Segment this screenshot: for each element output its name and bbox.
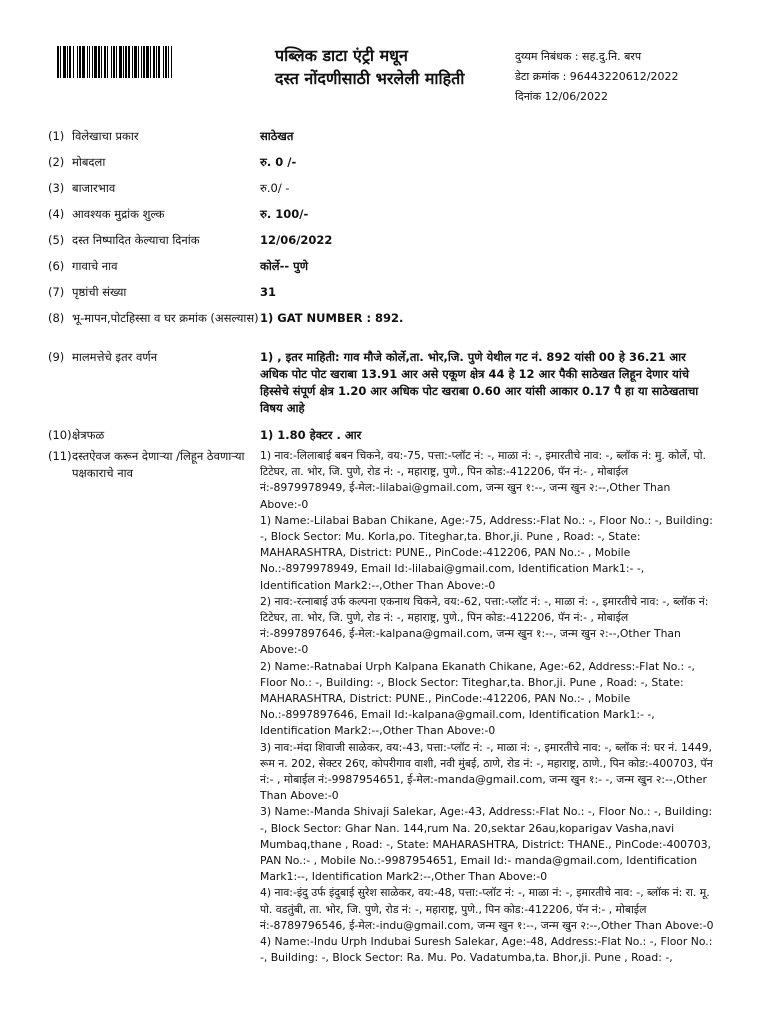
row-value: 1) , इतर माहिती: गाव मौजे कोर्ले,ता. भोर,जि. पुणे येथील गट नं. 892 यांसी 00 हे 36.21 आर अधिक पोट पोट खराबा 13.91 आर असे एकूण क्षेत्र 44 हे 12 आर पैकी साठेखत लिहून देणार यांचे हिस्सेचे संपूर्ण क्षेत्र 1.20 आर अधिक पोट खराबा 0.60 आर यांसी आकार 0.17 पै हा या साठेखताचा विषय आहे	[260, 350, 699, 415]
row-value: 1) 1.80 हेक्टर . आर	[260, 428, 362, 442]
row-value: 31	[260, 285, 277, 299]
header-date: दिनांक 12/06/2022	[515, 90, 608, 103]
row-property-description	[48, 349, 720, 427]
party-entry: 2) Name:-Ratnabai Urph Kalpana Ekanath Chikane, Age:-62, Address:-Flat No.: -, Floor No.: -, Building: -, Block Sector: Titeghar,ta. Bhor,ji. Pune , Road: -, State: MAHARASHTRA, District: PUNE., PinCode:-412206, PAN No.:- , Mobile No.:-8997897646, Email Id:-kalpana@gmail.com, Identification Mark1:- -, Identification Mark2:--,Other Than Above:-0	[260, 659, 695, 738]
row-value: रु.0/ -	[260, 181, 290, 195]
row-label: दस्त निष्पादित केल्याचा दिनांक	[72, 233, 200, 247]
row-number: (6)	[48, 259, 65, 273]
barcode	[57, 46, 232, 78]
party-entry: 1) नाव:-लिलाबाई बबन चिकने, वय:-75, पत्ता:-प्लॉट नं: -, माळा नं: -, इमारतीचे नाव: -, ब्लॉक नं: मु. कोर्ले, पो. टिटेघर, ता. भोर, जि. पुणे, रोड नं: -, महाराष्ट्र, पुणे., पिन कोड:-412206, पॅन नं:- , मोबाईल नं:-8979978949, ई-मेल:-lilabai@gmail.com, जन्म खुन १:--, जन्म खुन २:--,Other Than Above:-0	[260, 449, 706, 511]
row-number: (11)	[48, 449, 72, 463]
party-entry: 3) Name:-Manda Shivaji Salekar, Age:-43, Address:-Flat No.: -, Floor No.: -, Building: -, Block Sector: Ghar Nan. 144,rum Na. 20,sektar 26au,koparigav Vasha,navi Mumbaq,thane , Road: -, State: MAHARASHTRA, District: THANE., PinCode:-400703, PAN No.:- , Mobile No.:-9987954651, Email Id:- manda@gmail.com, Identification Mark1:--, Identification Mark2:--,Other Than Above:-0	[260, 805, 713, 884]
row-label: आवश्यक मुद्रांक शुल्क	[72, 207, 165, 221]
row-deed-type	[48, 128, 720, 154]
row-value: कोर्ले-- पुणे	[260, 259, 309, 273]
row-stamp-duty	[48, 206, 720, 232]
row-value: रु. 0 /-	[260, 155, 297, 169]
row-value: साठेखत	[260, 129, 294, 143]
row-page-count	[48, 284, 720, 310]
party-entry: 3) नाव:-मंदा शिवाजी साळेकर, वय:-43, पत्ता:-प्लॉट नं: -, माळा नं: -, इमारतीचे नाव: -, ब्लॉक नं: घर नं. 1449, रूम न. 202, सेक्टर 26ए, कोपरीगाव वाशी, नवी मुंबई, ठाणे, रोड नं: -, महाराष्ट्र, ठाणे., पिन कोड:-400703, पॅन नं:- , मोबाईल नं:-9987954651, ई-मेल:-manda@gmail.com, जन्म खुन १:- -, जन्म खुन २:--,Other Than Above:-0	[260, 740, 713, 803]
row-number: (1)	[48, 129, 65, 143]
row-execution-date	[48, 232, 720, 258]
row-village-name	[48, 258, 720, 284]
row-number: (10)	[48, 428, 72, 442]
details-table	[48, 128, 720, 967]
row-area	[48, 427, 720, 448]
row-executant-parties	[48, 448, 720, 967]
party-list	[260, 448, 715, 967]
row-number: (4)	[48, 207, 65, 221]
row-label: बाजारभाव	[72, 181, 116, 195]
row-value: रु. 100/-	[260, 207, 309, 221]
party-entry: 4) नाव:-इंदु उर्फ इंदुबाई सुरेश साळेकर, वय:-48, पत्ता:-प्लॉट नं: -, माळा नं: -, इमारतीचे नाव: -, ब्लॉक नं: रा. मू. पो. वडतुंबी, ता. भोर, जि. पुणे, रोड नं: -, महाराष्ट्र, पुणे., पिन कोड:-412206, पॅन नं:- , मोबाईल नं:-8789796546, ई-मेल:-indu@gmail.com, जन्म खुन १:--, जन्म खुन २:--,Other Than Above:-0	[260, 886, 714, 932]
row-label: मालमत्तेचे इतर वर्णन	[72, 350, 158, 364]
row-survey-number	[48, 310, 720, 349]
row-market-value	[48, 180, 720, 206]
row-label: भू-मापन,पोटहिस्सा व घर क्रमांक (असल्यास)	[72, 311, 259, 325]
office-name: दुय्यम निबंधक : सह.दु.नि. बरप	[515, 50, 642, 63]
row-number: (5)	[48, 233, 65, 247]
title-line-1: पब्लिक डाटा एंट्री मधून	[275, 46, 408, 65]
party-entry: 4) Name:-Indu Urph Indubai Suresh Salekar, Age:-48, Address:-Flat No.: -, Floor No.: -, Building: -, Block Sector: Ra. Mu. Po. Vadatumba,ta. Bhor,ji. Pune , Road: -,	[260, 935, 713, 965]
row-number: (3)	[48, 181, 65, 195]
row-label: विलेखाचा प्रकार	[72, 129, 139, 143]
row-consideration	[48, 154, 720, 180]
barcode-bar	[171, 46, 172, 78]
row-value: 12/06/2022	[260, 233, 333, 247]
header-meta	[515, 47, 678, 107]
party-entry: 2) नाव:-रत्नाबाई उर्फ कल्पना एकनाथ चिकने, वय:-62, पत्ता:-प्लॉट नं: -, माळा नं: -, इमारतीचे नाव: -, ब्लॉक नं: टिटेघर, ता. भोर, जि. पुणे, रोड नं: -, महाराष्ट्र, पुणे., पिन कोड:-412206, पॅन नं:- , मोबाईल नं:-8997897646, ई-मेल:-kalpana@gmail.com, जन्म खुन १:--, जन्म खुन २:--,Other Than Above:-0	[260, 594, 709, 657]
row-value: 1) GAT NUMBER : 892.	[260, 311, 404, 325]
row-number: (8)	[48, 311, 65, 325]
row-number: (7)	[48, 285, 65, 299]
document-title	[275, 44, 500, 90]
row-number: (9)	[48, 350, 65, 364]
data-number: डेटा क्रमांक : 96443220612/2022	[515, 70, 679, 83]
title-line-2: दस्त नोंदणीसाठी भरलेली माहिती	[275, 69, 465, 88]
row-label: दस्तऐवज करून देणाऱ्या /लिहून ठेवणाऱ्या पक्षकाराचे नाव	[72, 449, 245, 480]
row-label: मोबदला	[72, 155, 106, 169]
row-label: पृष्ठांची संख्या	[72, 285, 127, 299]
row-label: क्षेत्रफळ	[72, 428, 105, 442]
row-label: गावाचे नाव	[72, 259, 118, 273]
party-entry: 1) Name:-Lilabai Baban Chikane, Age:-75, Address:-Flat No.: -, Floor No.: -, Building: -, Block Sector: Mu. Korla,po. Titeghar,ta. Bhor,ji. Pune , Road: -, State: MAHARASHTRA, District: PUNE., PinCode:-412206, PAN No.:- , Mobile No.:-8979978949, Email Id:-lilabai@gmail.com, Identification Mark1:- -, Identification Mark2:--,Other Than Above:-0	[260, 513, 713, 592]
row-number: (2)	[48, 155, 65, 169]
